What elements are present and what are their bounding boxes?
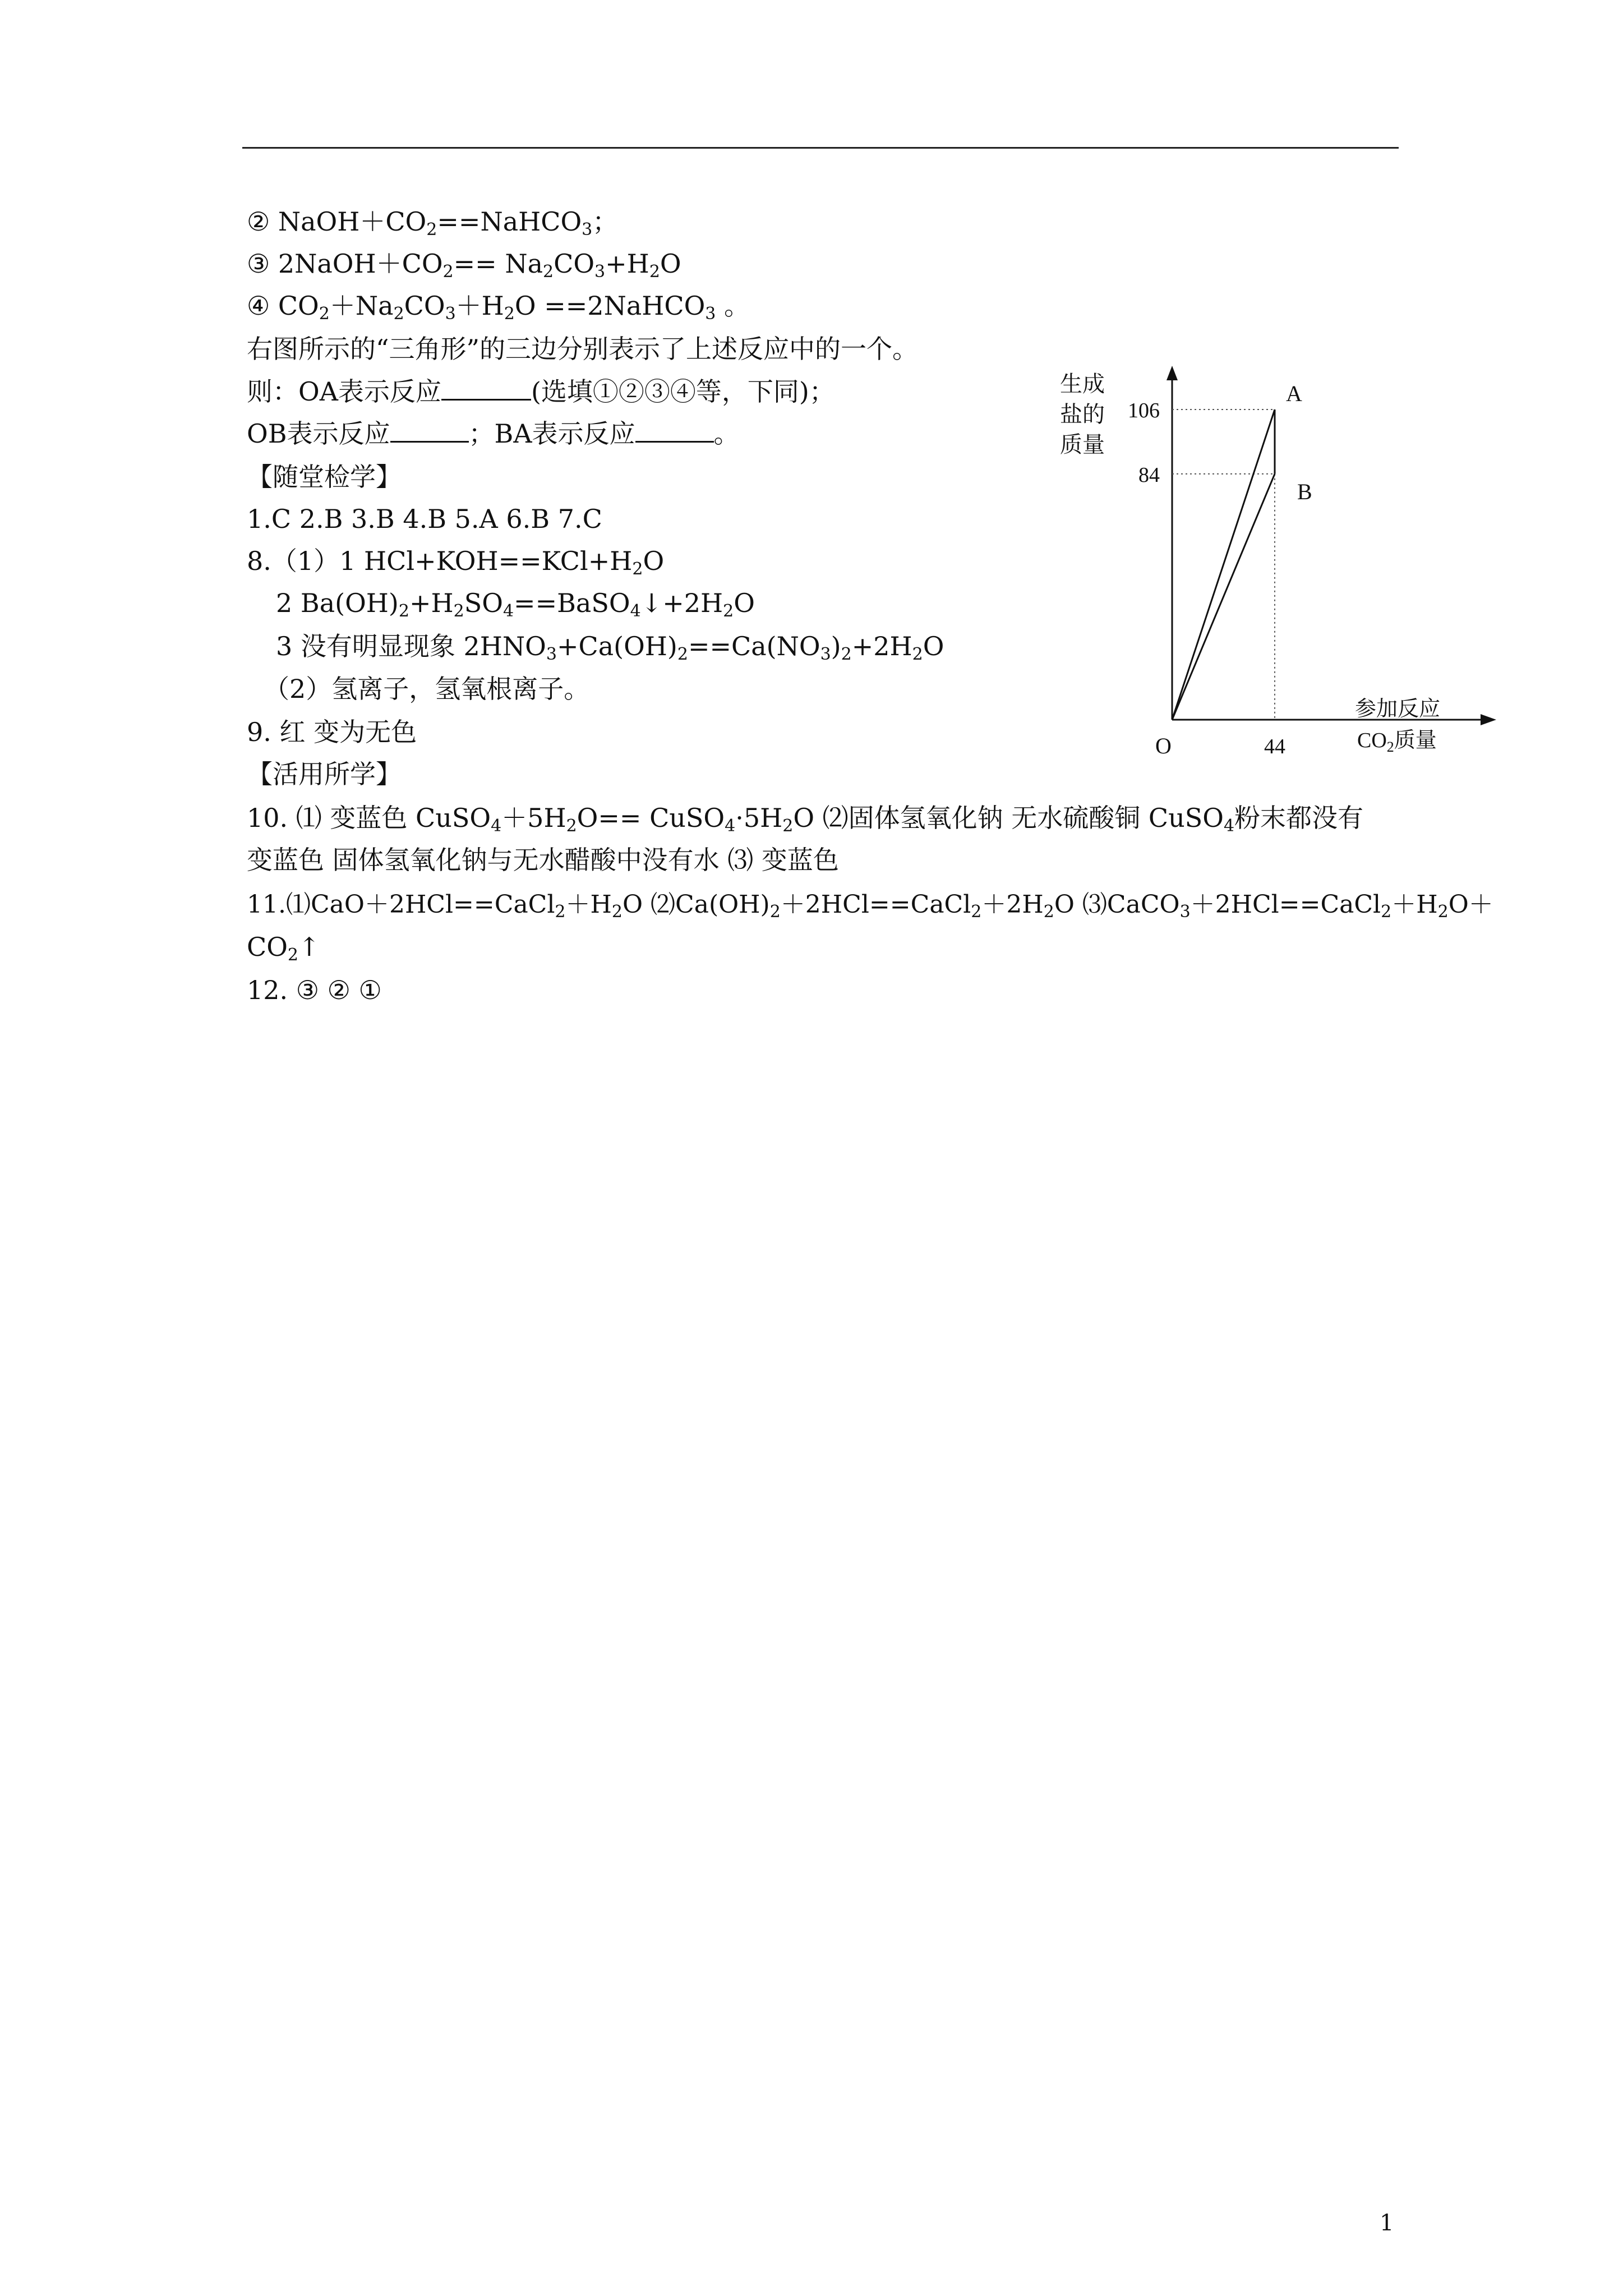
y-tick-label-84: 84 bbox=[1138, 463, 1160, 487]
answer-11-line1: $11.⑴CaO+2HCl==CaCl_2+H_2O$ $⑵Ca(OH)_2+2HCl==CaCl_2+2H_2O$ $⑶CaCO_3+2HCl==CaCl_2+H_2O+$ bbox=[247, 890, 1493, 922]
equation-3: ③ $2NaOH+CO_2== Na_2CO_3+H_2O$ bbox=[247, 249, 681, 282]
y-axis-label-line3: 质量 bbox=[1060, 432, 1105, 457]
point-label-o: O bbox=[1155, 733, 1172, 758]
answer-8-3: 3 没有明显现象 $2HNO_3+Ca(OH)_2==Ca(NO_3)_2+2H_2O$ bbox=[276, 631, 944, 664]
answer-9: 9. 红 变为无色 bbox=[247, 717, 417, 747]
answer-blank-ba[interactable] bbox=[635, 416, 714, 443]
point-label-b: B bbox=[1297, 478, 1312, 504]
section-heading-practice: 【随堂检学】 bbox=[247, 462, 402, 492]
segment-ob bbox=[1172, 474, 1275, 720]
chart-plot-area bbox=[1128, 366, 1496, 758]
question-oa: 则：OA表示反应 (选填①②③④等，下同)； bbox=[247, 374, 835, 408]
answer-10-line2: 变蓝色 固体氢氧化钠与无水醋酸中没有水 ⑶ 变蓝色 bbox=[247, 845, 839, 875]
segment-oa bbox=[1172, 409, 1275, 720]
answer-blank-ob[interactable] bbox=[390, 416, 469, 443]
y-axis-label-line2: 盐的 bbox=[1060, 402, 1105, 427]
section-heading-apply: 【活用所学】 bbox=[247, 759, 402, 789]
x-axis-arrow bbox=[1481, 714, 1496, 725]
x-axis-label-line1: 参加反应 bbox=[1355, 697, 1441, 721]
header-rule bbox=[242, 147, 1399, 149]
equation-4: ④ $CO_2+Na_2CO_3+H_2O$ ==2NaHCO$_3$ 。 bbox=[247, 291, 750, 324]
y-axis-label-line1: 生成 bbox=[1060, 371, 1105, 397]
equation-2: ② $NaOH+CO_2==NaHCO_3$； bbox=[247, 206, 619, 240]
question-text: 右图所示的“三角形”的三边分别表示了上述反应中的一个。 bbox=[247, 334, 919, 364]
y-axis-label bbox=[1060, 371, 1105, 457]
point-label-a: A bbox=[1286, 381, 1302, 406]
answer-8-part2: （2）氢离子，氢氧根离子。 bbox=[264, 674, 590, 704]
page-number: 1 bbox=[1380, 2210, 1394, 2236]
answer-8-2: 2 $Ba(OH)_2+H_2SO_4==BaSO_4↓+2H_2O$ bbox=[276, 588, 755, 621]
answer-blank-oa[interactable] bbox=[441, 374, 531, 401]
triangle-chart bbox=[1038, 359, 1509, 774]
y-tick-label-106: 106 bbox=[1128, 399, 1160, 422]
x-axis-label bbox=[1355, 697, 1440, 755]
x-tick-label-44: 44 bbox=[1264, 735, 1285, 758]
answer-10-line1: 10. ⑴ 变蓝色 $CuSO_4+5H_2O==$ $CuSO_4\cdot 5H_2O$ ⑵固体氢氧化钠 无水硫酸铜 CuSO$_4$粉末都没有 bbox=[247, 803, 1364, 836]
answers-1-7: 1.C 2.B 3.B 4.B 5.A 6.B 7.C bbox=[247, 504, 602, 534]
y-axis-arrow bbox=[1166, 366, 1178, 380]
answer-11-line2: $CO_2↑$ bbox=[247, 932, 320, 965]
x-axis-label-line2: $CO_2$质量 bbox=[1357, 729, 1437, 755]
answer-8-1: 8.（1）1 $HCl+KOH==KCl+H_2O$ bbox=[247, 546, 665, 579]
answer-12: 12. ③ ② ① bbox=[247, 975, 382, 1005]
question-ob-ba: OB表示反应 ；BA表示反应 。 bbox=[247, 416, 740, 450]
